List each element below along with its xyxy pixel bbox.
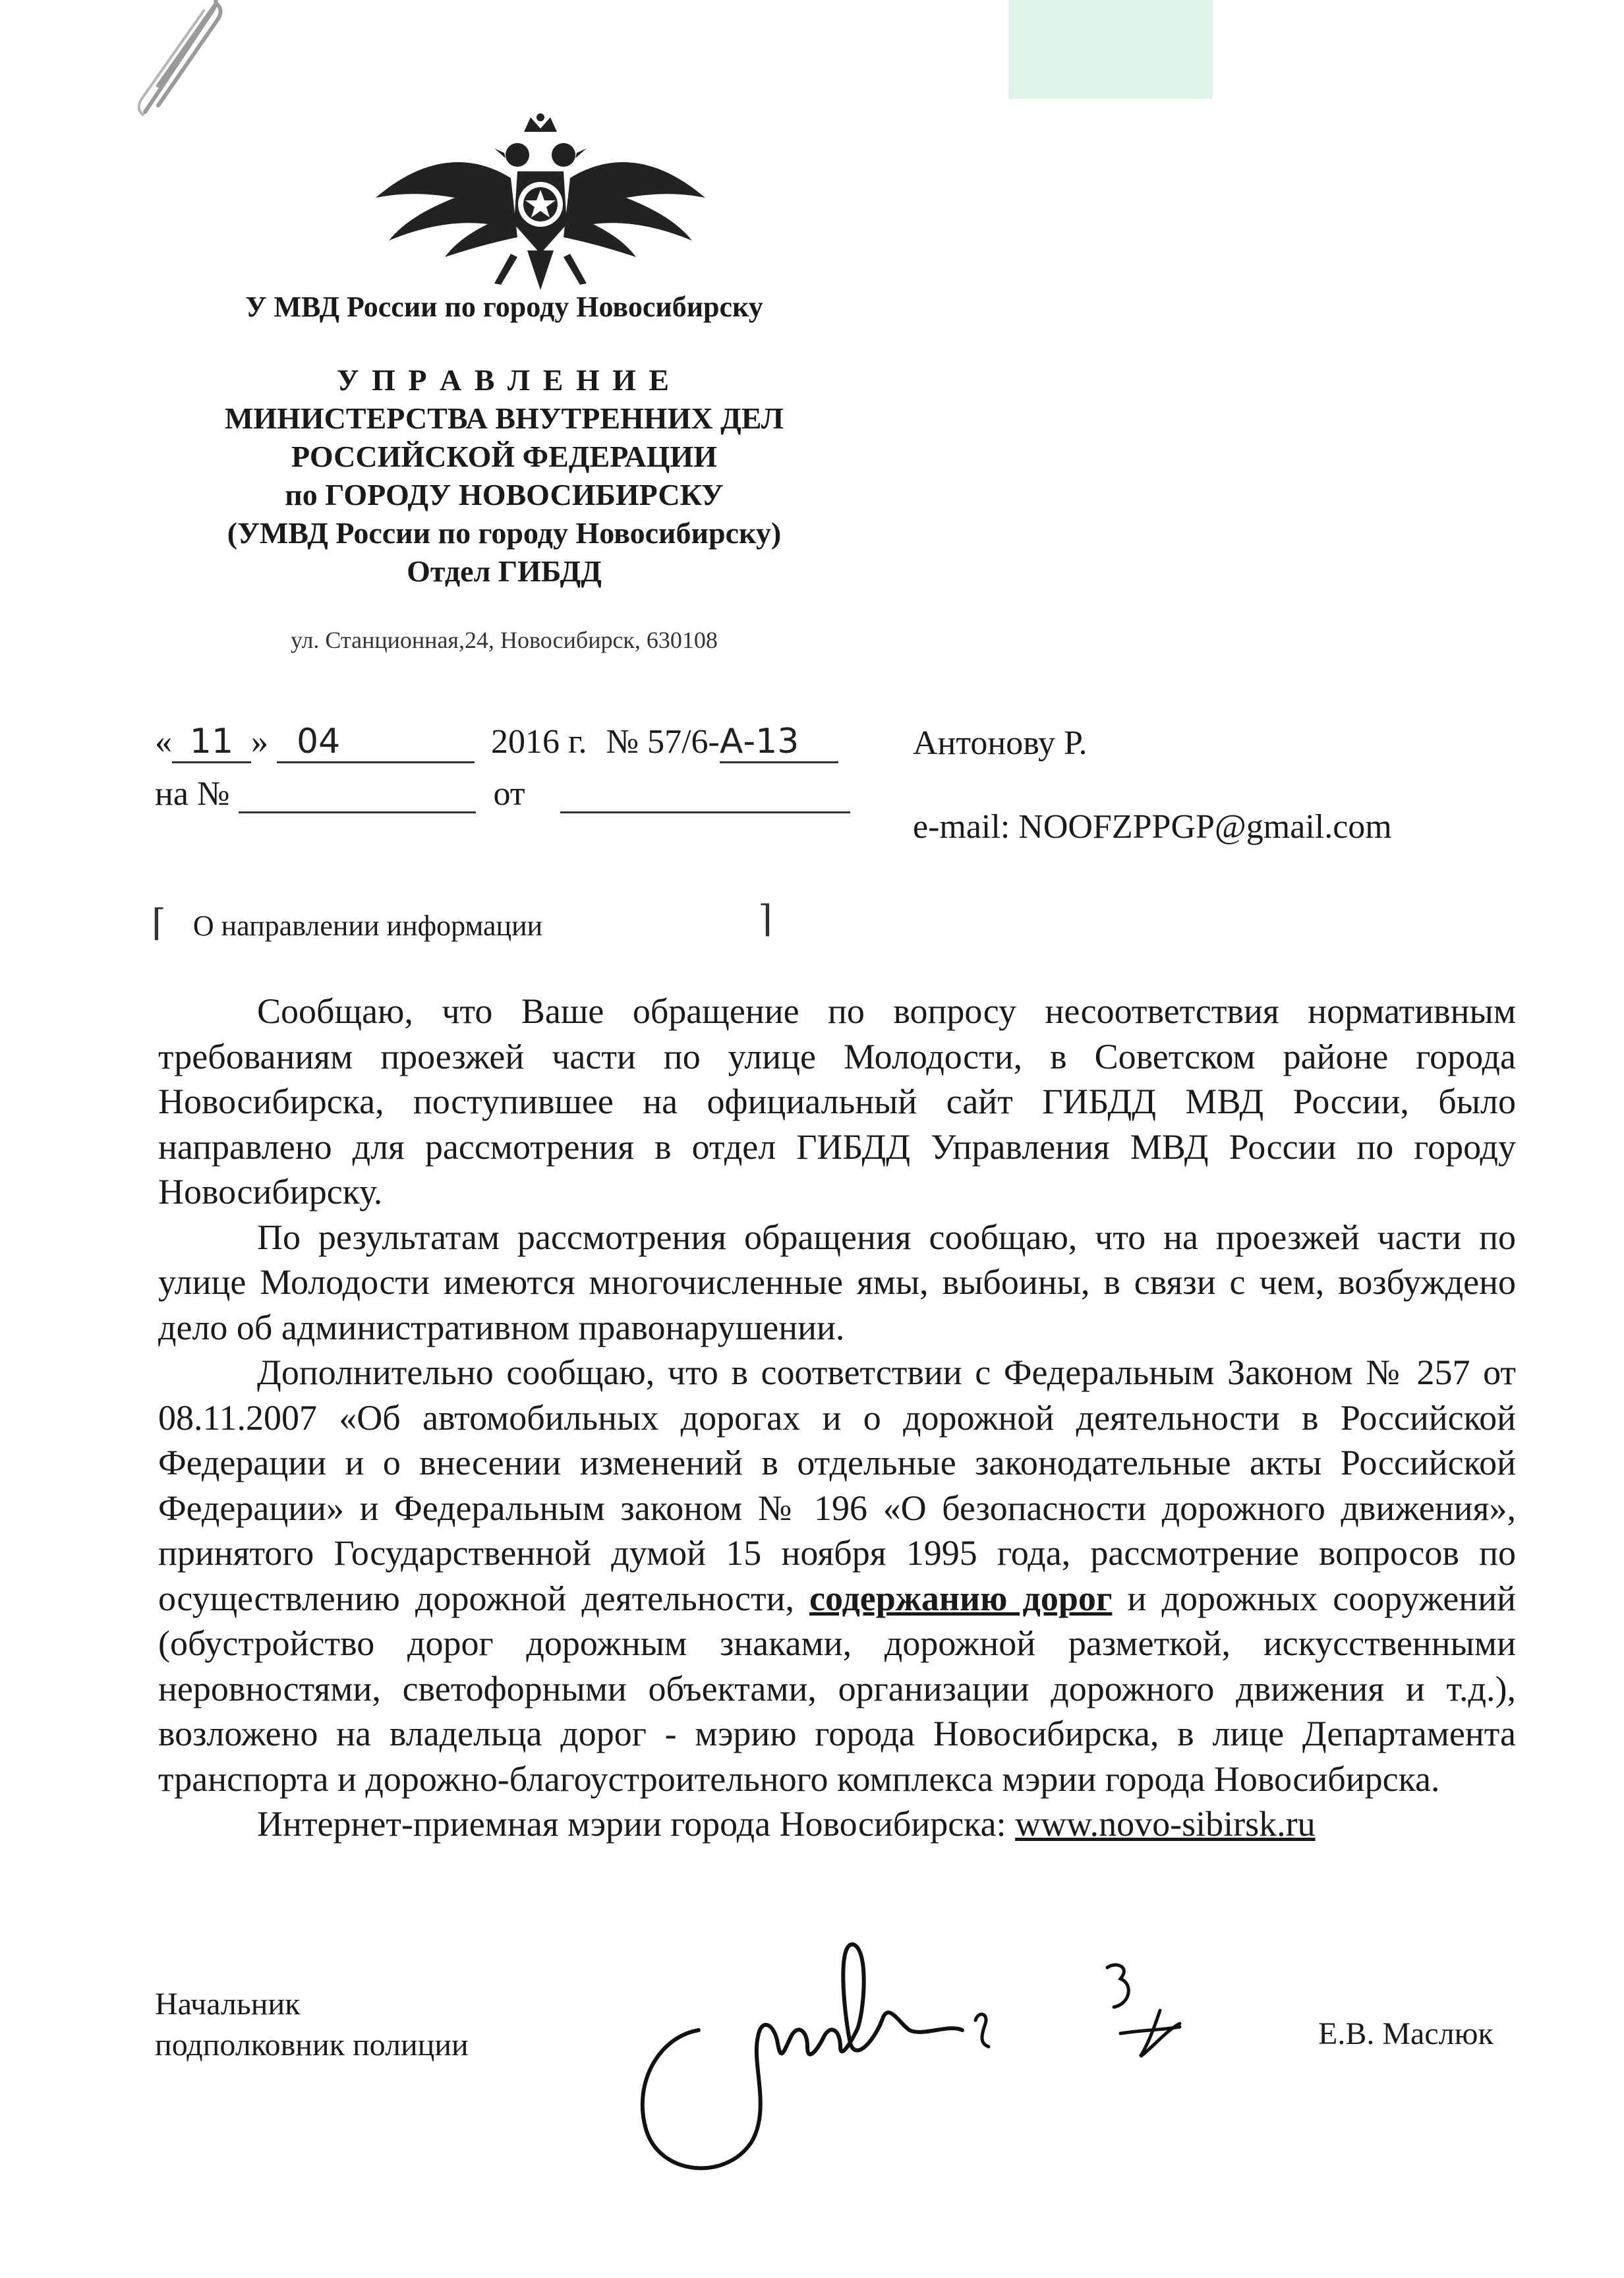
body-p4-text: Интернет-приемная мэрии города Новосибирска:: [257, 1804, 1006, 1844]
reg-number-handwritten: А-13: [719, 722, 799, 761]
org-line-1: У П Р А В Л Е Н И Е: [336, 363, 672, 397]
reg-year: 2016 г.: [491, 723, 587, 761]
subject-line: [152, 902, 542, 945]
signer-title-line-2: подполковник полиции: [155, 2028, 469, 2062]
body-paragraph-4: [158, 1801, 1516, 1847]
quote-close: »: [251, 723, 268, 761]
body-p3-after: и дорожных сооружений (обустройство дорог дорожным знаками, дорожной разметкой, искусственными неровностями, светофорными объектами, организации дорожного движения и т.д.), возложено на владельца дорог - мэрию города Новосибирска, в лице Департамента транспорта и дорожно-благоустроительного комплекса мэрии города Новосибирска.: [158, 1578, 1516, 1799]
ref-label: на №: [155, 775, 230, 813]
body-p3-emphasis: содержанию дорог: [809, 1578, 1113, 1618]
recipient-name: Антонову Р.: [913, 724, 1088, 762]
subject-bracket-right: ⌉: [758, 899, 772, 940]
sticky-note-tab: [1008, 0, 1213, 99]
org-line-5: (УМВД России по городу Новосибирску): [227, 516, 782, 550]
quote-open: «: [155, 723, 172, 761]
mvd-emblem: [369, 112, 712, 310]
body-p3-before: Дополнительно сообщаю, что в соответствии с Федеральным Законом № 257 от 08.11.2007 «Об автомобильных дорогах и о дорожной деятельности в Российской Федерации и о внесении изменений в отдельные законодательные акты Российской Федерации» и Федеральным законом № 196 «О безопасности дорожного движения», принятого Государственной думой 15 ноября 1995 года, рассмотрение вопросов по осуществлению дорожной деятельности,: [158, 1353, 1516, 1618]
ref-from-label: от: [493, 775, 525, 813]
reg-day: 11: [189, 722, 234, 761]
org-address: ул. Станционная,24, Новосибирск, 630108: [291, 627, 718, 653]
paper-clip: [132, 0, 231, 119]
reg-month: 04: [297, 722, 341, 761]
signer-name: Е.В. Маслюк: [1318, 2016, 1494, 2051]
org-line-2: МИНИСТЕРСТВА ВНУТРЕННИХ ДЕЛ: [224, 401, 784, 435]
reference-line: [155, 774, 850, 813]
body-paragraph-2: По результатам рассмотрения обращения сообщаю, что на проезжей части по улице Молодости имеются многочисленные ямы, выбоины, в связи с чем, возбуждено дело об административном правонарушении.: [158, 1217, 1516, 1347]
org-line-6: Отдел ГИБДД: [407, 554, 602, 588]
org-line-4: по ГОРОДУ НОВОСИБИРСКУ: [285, 478, 724, 511]
signer-title: [155, 1984, 469, 2066]
short-org-name: У МВД России по городу Новосибирску: [245, 291, 763, 323]
body-paragraph-3: [158, 1350, 1516, 1801]
org-line-3: РОССИЙСКОЙ ФЕДЕРАЦИИ: [291, 440, 717, 473]
letter-body: [158, 989, 1516, 1847]
ref-date-blank: [560, 778, 850, 813]
recipient-email: e-mail: NOOFZPPGP@gmail.com: [913, 808, 1392, 846]
subject-bracket-left: ⌈: [152, 903, 166, 944]
registration-line: [155, 722, 838, 763]
body-paragraph-1: Сообщаю, что Ваше обращение по вопросу несоответствия нормативным требованиям проезжей части по улице Молодости, в Советском районе города Новосибирска, поступившее на официальный сайт ГИБДД МВД России, было направлено для рассмотрения в отдел ГИБДД Управления МВД России по городу Новосибирску.: [158, 991, 1516, 1212]
handwritten-signature: [620, 1931, 1213, 2208]
reg-number-prefix: № 57/6-: [606, 723, 720, 761]
mayor-website-link[interactable]: www.novo-sibirsk.ru: [1015, 1804, 1316, 1844]
ref-number-blank: [239, 778, 476, 813]
signer-title-line-1: Начальник: [155, 1987, 301, 2022]
subject-text: О направлении информации: [192, 910, 543, 942]
